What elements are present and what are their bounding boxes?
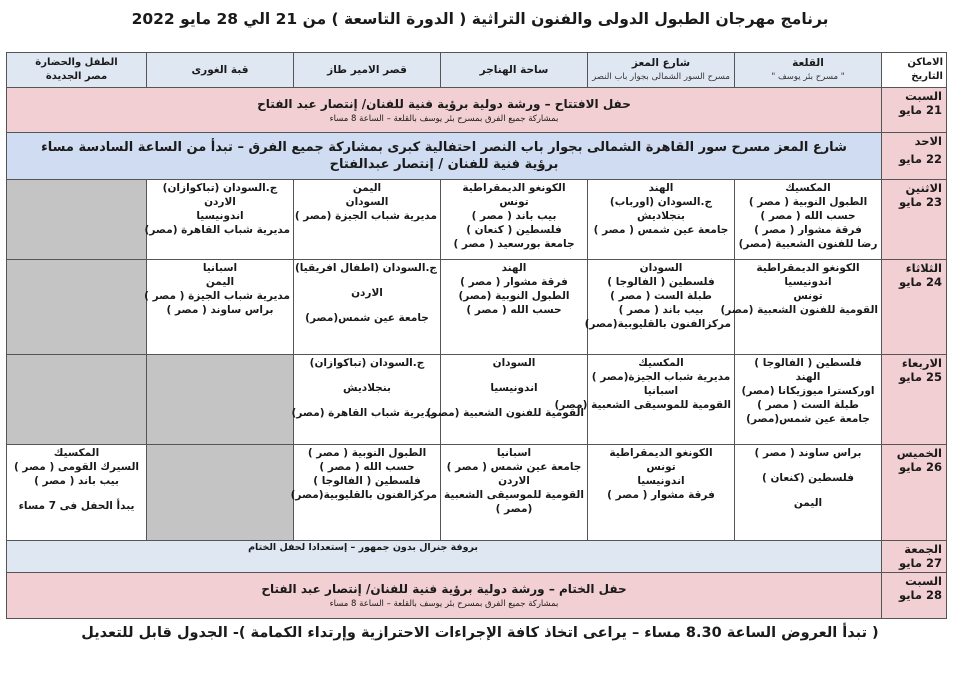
venue-name: ساحة الهناجر [479,64,549,76]
act: حسب الله ( مصر ) [319,461,415,473]
act: جامعة عين شمس ( مصر ) [446,461,582,473]
act: الاردن [498,475,530,487]
cell-child [7,445,147,541]
corner-venues-label: الاماكن [907,57,943,68]
act: ج.السودان (اورباب) [609,196,713,208]
cell-citadel [720,260,882,355]
closing-sub: بمشاركة جميع الفرق بمسرح بئر يوسف بالقلعة – الساعة 8 مساء [329,599,559,609]
act: الطبول النوبية ( مصر ) [307,447,427,459]
act: فرقة مشوار ( مصر ) [754,224,862,236]
act: الكونغو الديمقراطية [756,262,860,274]
act: مركزالفنون بالقليوبية(مصر) [290,489,437,501]
venue-name: شارع المعز [631,57,691,69]
venue-name: القلعة [792,57,824,69]
act: القومية للموسيقى الشعبية [444,489,584,501]
cell-taz [294,180,441,260]
act: ج.السودان (تباكوازان) [162,182,278,194]
act: بيب باند ( مصر ) [471,210,557,222]
date-cell [882,355,947,445]
opening-sub: بمشاركة جميع الفرق بمسرح بئر يوسف بالقلعة – الساعة 8 مساء [329,113,559,124]
cell-ghouri-empty [147,355,294,445]
venue-name: قبة الغورى [191,64,249,76]
act: الكونغو الديمقراطية [462,182,566,194]
date-cell [882,541,947,573]
closing-title: حفل الختام – ورشة دولية برؤية فنية للفنان/ إنتصار عبد الفتاح [261,582,627,596]
act: فلسطين ( كنعان ) [466,224,562,236]
day-date: 27 مايو [899,556,942,570]
cell-hanager [441,445,588,541]
act: براس ساوند ( مصر ) [754,447,862,459]
date-cell [882,180,947,260]
cell-taz [290,445,441,541]
act: اليمن [352,182,382,194]
venue-citadel [735,53,882,88]
act: مديرية شباب الجيزة ( مصر ) [144,290,290,302]
cell-hanager [441,260,588,355]
act: السودان [639,262,683,274]
act: الطبول النوبية ( مصر ) [748,196,868,208]
act: اسبانيا [202,262,238,274]
cell-citadel [735,180,882,260]
act: براس ساوند ( مصر ) [166,304,274,316]
row-sun-22 [7,133,947,180]
venue-hanager [441,53,588,88]
page-title: برنامج مهرجان الطبول الدولى والفنون التراثية ( الدورة التاسعة ) من 21 الي 28 مايو 2022 [131,10,829,28]
act: طبلة الست ( مصر ) [757,399,859,411]
venue-moez-street [588,53,735,88]
act: مديرية شباب القاهرة (مصر) [144,224,290,236]
moez-celebration [7,133,882,180]
row-thu-26 [7,445,947,541]
cell-ghouri [144,180,294,260]
closing-ceremony [7,573,882,619]
act: الكونغو الديمقراطية [609,447,713,459]
row-fri-27 [7,541,947,573]
cell-moez [584,260,735,355]
day-name: الجمعة [904,542,942,556]
act: المكسيك [785,182,831,194]
act: حسب الله ( مصر ) [466,304,562,316]
cell-taz [294,260,441,355]
day-date: 25 مايو [899,370,942,384]
venue-ghouri-dome [147,53,294,88]
cell-child-empty [7,180,147,260]
act: جامعة بورسعيد ( مصر ) [453,238,575,250]
cell-hanager [441,180,588,260]
act: الاردن [204,196,236,208]
act: بيب باند ( مصر ) [618,304,704,316]
cell-taz [291,355,441,445]
corner-date-label: التاريخ [911,71,943,82]
act: مركزالفنون بالقليوبية(مصر) [584,318,731,330]
act: اندونيسيا [637,475,685,487]
day-name: السبت [905,574,942,588]
act: المكسيك [53,447,100,459]
date-cell [882,133,947,180]
day-date: 26 مايو [899,460,942,474]
act: حسب الله ( مصر ) [760,210,856,222]
act: اليمن [793,497,823,509]
row-sat-28 [7,573,947,619]
date-cell [882,88,947,133]
day-name: الخميس [896,446,942,460]
act: طبلة الست ( مصر ) [610,290,712,302]
venue-taz-palace [294,53,441,88]
act: اندونيسيا [196,210,244,222]
act: اندونيسيا [784,276,832,288]
day-name: الاثنين [905,181,942,195]
row-sat-21 [7,88,947,133]
cell-child-empty [7,355,147,445]
opening-title: حفل الافتتاح – ورشة دولية برؤية فنية للفنان/ إنتصار عبد الفتاح [257,96,631,111]
day-date: 28 مايو [899,588,942,602]
act: تونس [499,196,529,208]
act: السودان [492,357,536,369]
act: اسبانيا [643,385,679,397]
act: اسبانيا [496,447,532,459]
cell-child-empty [7,260,147,355]
venue-name: قصر الامير طاز [327,64,407,76]
venue-child-civilization [7,53,147,88]
day-date: 24 مايو [899,275,942,289]
opening-ceremony [7,88,882,133]
act: بنجلاديش [343,382,391,394]
venue-sub: مسرح السور الشمالى بجوار باب النصر [592,72,730,82]
act: ج.السودان (اطفال افريقيا) [294,262,437,274]
row-wed-25 [7,355,947,445]
act: تونس [646,461,676,473]
act: فرقة مشوار ( مصر ) [460,276,568,288]
act: اليمن [205,276,235,288]
act: تونس [793,290,823,302]
venue-name: الطفل والحضارة [35,57,118,68]
date-cell [882,445,947,541]
act: بنجلاديش [637,210,685,222]
act: القومية للموسيقى الشعبية (مصر) [554,399,731,411]
day-date: 23 مايو [899,195,942,209]
act: جامعة عين شمس(مصر) [746,413,870,425]
day-name: الاحد [914,134,942,148]
act: فرقة مشوار ( مصر ) [607,489,715,501]
act: السودان [345,196,389,208]
act: السيرك القومى ( مصر ) [13,461,140,473]
act: فلسطين ( الفالوجا ) [607,276,715,288]
act: رضا للفنون الشعبية (مصر) [738,238,878,250]
act: اوركسترا ميوزيكانا (مصر) [741,385,875,397]
general-rehearsal [7,541,882,573]
act: الهند [501,262,527,274]
celebration-line1: شارع المعز مسرح سور القاهرة الشمالى بجوار باب النصر احتفالية كبرى بمشاركة جميع الفرق – تبدأ من الساعة السادسة مساء [41,140,847,155]
act: (مصر ) [495,503,533,515]
footer-note: ( تبدأ العروض الساعة 8.30 مساء – يراعى اتخاذ كافة الإجراءات الاحترازية وإرتداء الكمامة )- الجدول قابل للتعديل [81,625,879,641]
cell-ghouri-empty [147,445,294,541]
day-date: 22 مايو [899,152,942,166]
rehearsal-text: بروفة جنرال بدون جمهور – إستعدادا لحفل الختام [248,542,478,553]
act: مديرية شباب الجيزة (مصر ) [294,210,437,222]
act: الهند [648,182,674,194]
cell-ghouri [144,260,294,355]
act: ج.السودان (تباكوازان) [309,357,425,369]
cell-moez [588,445,735,541]
cell-citadel [735,445,882,541]
act: اندونيسيا [490,382,538,394]
cell-citadel [735,355,882,445]
venue-sub: مصر الجديدة [45,71,108,82]
day-name: السبت [905,89,942,103]
cell-moez [554,355,735,445]
cell-moez [588,180,735,260]
act: القومية للفنون الشعبية (مصر) [720,304,878,316]
row-tue-24 [7,260,947,355]
act: بيب باند ( مصر ) [34,475,119,487]
act: يبدأ الحفل فى 7 مساء [18,500,135,512]
act: القومية للفنون الشعبية (مصر) [426,407,584,419]
day-date: 21 مايو [899,103,942,117]
act: جامعة عين شمس(مصر) [305,312,429,324]
act: فلسطين ( الفالوجا ) [754,357,862,369]
act: المكسيك [638,357,684,369]
act: فلسطين ( الفالوجا ) [313,475,421,487]
corner-cell [882,53,947,88]
act: مديرية شباب القاهرة (مصر) [291,407,437,419]
date-cell [882,573,947,619]
act: فلسطين (كنعان ) [762,472,854,484]
day-name: الاربعاء [901,356,942,370]
header-row [7,53,947,88]
act: الهند [795,371,821,383]
act: الاردن [351,287,383,299]
row-mon-23 [7,180,947,260]
schedule-table [6,52,947,619]
date-cell [882,260,947,355]
venue-sub: " مسرح بئر يوسف " [771,72,845,82]
act: مديرية شباب الجيزة(مصر ) [591,371,731,383]
celebration-line2: برؤية فنية للفنان / إنتصار عبدالفتاح [329,157,559,172]
act: الطبول النوبية (مصر) [458,290,570,302]
day-name: الثلاثاء [905,261,942,275]
act: جامعة عين شمس ( مصر ) [593,224,729,236]
